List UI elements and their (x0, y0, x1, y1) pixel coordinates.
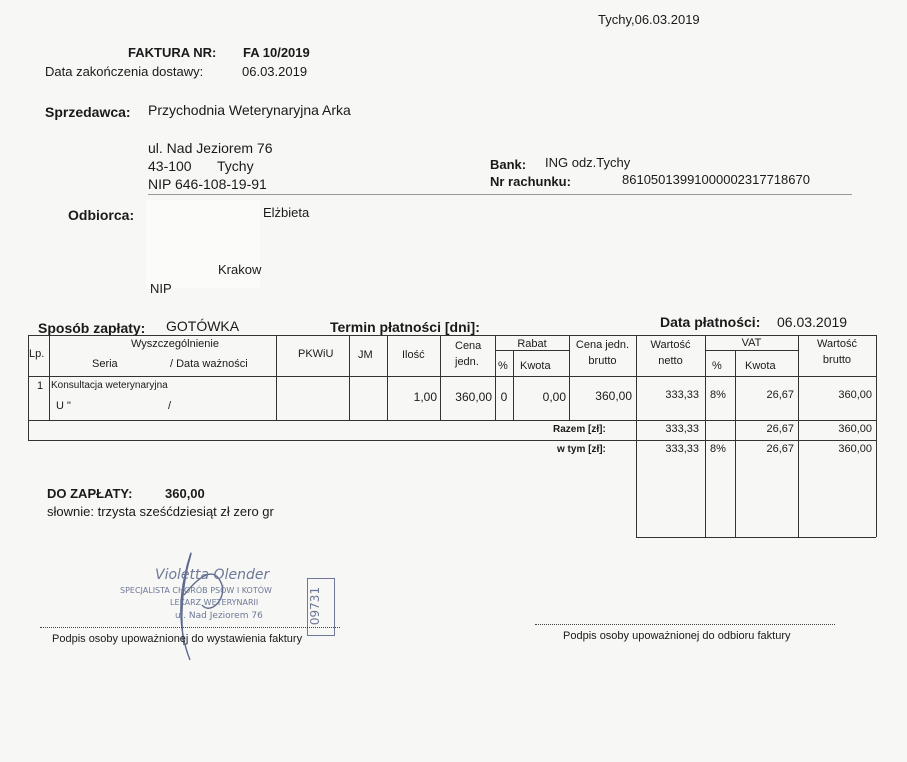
total-label: Razem [zł]: (553, 424, 606, 435)
row-series: U " (56, 400, 71, 412)
col-discount-amt: Kwota (520, 360, 551, 372)
row-discount-amt: 0,00 (542, 390, 566, 404)
row-value-gross: 360,00 (838, 389, 872, 401)
payment-method-label: Sposób zapłaty: (38, 320, 146, 336)
row-description: Konsultacja weterynaryjna (51, 380, 168, 391)
incl-vat-pct: 8% (710, 443, 726, 455)
delivery-date: 06.03.2019 (242, 64, 308, 79)
col-lp: Lp. (29, 348, 45, 360)
amount-in-words: słownie: trzysta sześćdziesiąt zł zero gr (47, 504, 274, 519)
row-value-net: 333,33 (665, 389, 699, 401)
col-description: Wyszczególnienie (131, 338, 219, 350)
payment-term-label: Termin płatności [dni]: (330, 319, 480, 335)
col-qty: Ilość (402, 349, 425, 361)
due-date-label: Data płatności: (660, 314, 761, 330)
table-line (28, 440, 876, 441)
total-vat-amt: 26,67 (766, 423, 794, 435)
col-value-gross: Wartość (817, 338, 857, 350)
stamp-line-3: ul. Nad Jeziorem 76 (175, 611, 263, 621)
payment-method: GOTÓWKA (166, 318, 240, 334)
table-line (636, 537, 876, 538)
due-date: 06.03.2019 (777, 314, 848, 330)
delivery-date-label: Data zakończenia dostawy: (45, 64, 204, 79)
amount-due: 360,00 (165, 486, 205, 501)
col-value-gross-2: brutto (822, 354, 852, 366)
col-price-gross: Cena jedn. (575, 339, 630, 351)
bank-label: Bank: (490, 157, 527, 172)
incl-value-net: 333,33 (665, 443, 699, 455)
col-discount-pct: % (498, 360, 508, 372)
bank-name: ING odz.Tychy (545, 155, 631, 170)
place-date: Tychy,06.03.2019 (598, 12, 700, 27)
incl-value-gross: 360,00 (838, 443, 872, 455)
col-vat-amt: Kwota (745, 360, 776, 372)
table-line (705, 335, 706, 537)
table-line (513, 350, 514, 420)
row-discount-pct: 0 (500, 390, 508, 404)
stamp-number: 09731 (308, 586, 323, 626)
col-expiry: / Data ważności (170, 358, 248, 370)
seller-nip: NIP 646-108-19-91 (148, 176, 267, 192)
col-price-gross-2: brutto (588, 355, 617, 367)
row-price-net: 360,00 (455, 390, 492, 404)
col-value-net: Wartość (650, 339, 691, 351)
table-line (28, 335, 876, 336)
invoice-number-label: FAKTURA NR: (128, 45, 217, 60)
col-price-net-2: jedn. (455, 356, 479, 368)
issuer-signature-line (40, 627, 340, 628)
table-line (28, 420, 876, 421)
stamp-name: Violetta Olender (155, 567, 270, 583)
table-line (495, 350, 569, 351)
invoice-number: FA 10/2019 (243, 45, 310, 60)
table-line (876, 335, 877, 537)
seller-postal: 43-100 (148, 158, 192, 174)
seller-divider (148, 194, 852, 195)
table-line (49, 335, 50, 420)
col-price-net: Cena (455, 340, 482, 352)
total-value-gross: 360,00 (838, 423, 872, 435)
receiver-signature-line (535, 624, 835, 625)
col-vat: VAT (741, 337, 762, 349)
col-discount: Rabat (517, 338, 547, 350)
buyer-city: Krakow (218, 262, 262, 277)
col-pkwiu: PKWiU (298, 348, 334, 360)
row-price-gross: 360,00 (595, 389, 632, 403)
issuer-signature-caption: Podpis osoby upoważnionej do wystawienia faktury (52, 633, 303, 645)
receiver-signature-caption: Podpis osoby upoważnionej do odbioru faktury (563, 630, 791, 642)
incl-label: w tym [zł]: (557, 444, 606, 455)
seller-street: ul. Nad Jeziorem 76 (148, 140, 273, 156)
seller-label: Sprzedawca: (45, 104, 131, 120)
table-line (705, 350, 798, 351)
stamp-line-2: LEKARZ WETERYNARII (170, 598, 259, 607)
table-line (28, 376, 876, 377)
seller-city: Tychy (217, 158, 254, 174)
table-line (440, 335, 441, 420)
col-value-net-2: netto (658, 355, 683, 367)
row-vat-amt: 26,67 (766, 389, 794, 401)
row-qty: 1,00 (413, 390, 437, 404)
account-label: Nr rachunku: (490, 174, 571, 189)
account-number: 86105013991000002317718670 (622, 172, 810, 187)
table-line (349, 335, 350, 420)
stamp-line-1: SPECJALISTA CHORÓB PSÓW I KOTÓW (120, 586, 272, 595)
row-lp: 1 (37, 380, 44, 392)
table-line (387, 335, 388, 420)
seller-name: Przychodnia Weterynaryjna Arka (148, 102, 351, 118)
row-slash: / (168, 400, 172, 412)
buyer-name: Elżbieta (263, 205, 310, 220)
col-vat-pct: % (712, 360, 722, 372)
total-value-net: 333,33 (665, 423, 699, 435)
table-line (276, 335, 277, 420)
col-series: Seria (92, 358, 118, 370)
buyer-label: Odbiorca: (68, 207, 135, 223)
row-vat-pct: 8% (710, 389, 726, 401)
col-jm: JM (358, 349, 373, 361)
amount-due-label: DO ZAPŁATY: (47, 486, 133, 501)
incl-vat-amt: 26,67 (766, 443, 794, 455)
buyer-nip: NIP (150, 281, 172, 296)
